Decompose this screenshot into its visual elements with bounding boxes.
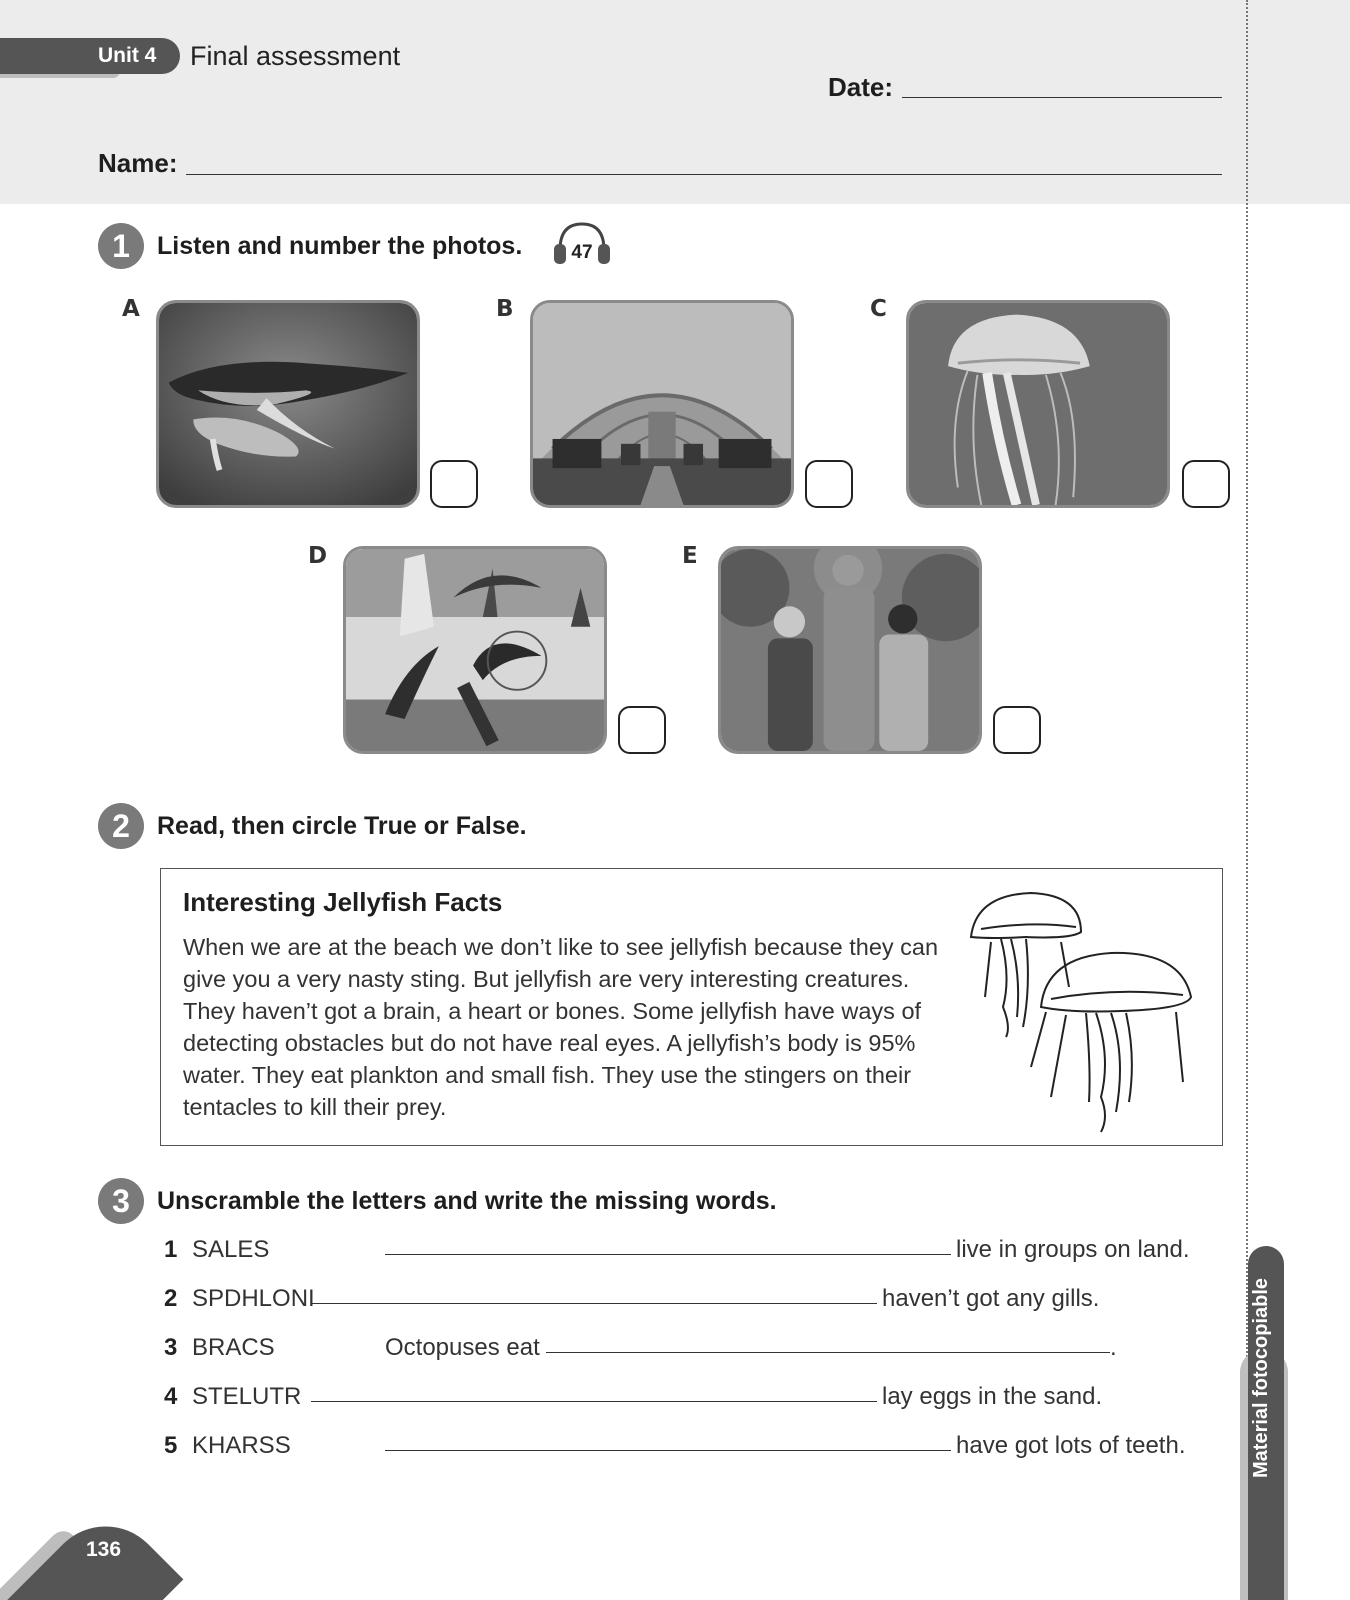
worksheet-title: Final assessment xyxy=(190,41,401,71)
exercise-3-instruction: Unscramble the letters and write the missing words. xyxy=(157,1187,777,1215)
answer-line[interactable] xyxy=(311,1303,877,1304)
question-number: 1 xyxy=(164,1236,178,1263)
scrambled-word: SALES xyxy=(192,1236,270,1263)
false-word: False xyxy=(455,812,520,840)
answer-line[interactable] xyxy=(311,1401,877,1402)
exercise-1-number: 1 xyxy=(98,223,144,269)
exercise-2-number: 2 xyxy=(98,803,144,849)
whale-photo xyxy=(156,300,420,508)
instruction-end: . xyxy=(519,812,527,840)
photo-d-answer-box[interactable] xyxy=(618,706,666,754)
jellyfish-drawing xyxy=(951,887,1211,1137)
question-number: 2 xyxy=(164,1285,178,1312)
side-tab-label: Material fotocopiable xyxy=(1250,1277,1272,1478)
answer-line[interactable] xyxy=(385,1254,951,1255)
name-field[interactable] xyxy=(186,174,1222,175)
exercise-2-instruction xyxy=(157,812,527,841)
sentence-ending: lay eggs in the sand. xyxy=(882,1383,1103,1410)
dolphins-photo xyxy=(343,546,607,754)
photo-b-letter: B xyxy=(496,296,514,322)
scrambled-word: KHARSS xyxy=(192,1432,291,1459)
headphones-icon[interactable] xyxy=(552,220,612,266)
answer-line[interactable] xyxy=(546,1352,1110,1353)
sentence-ending: have got lots of teeth. xyxy=(956,1432,1186,1459)
exercise-3-number: 3 xyxy=(98,1178,144,1224)
sentence-ending: . xyxy=(1110,1334,1117,1361)
date-label: Date: xyxy=(828,72,894,102)
sentence-ending: live in groups on land. xyxy=(956,1236,1190,1263)
photo-e-answer-box[interactable] xyxy=(993,706,1041,754)
photo-e-letter: E xyxy=(682,543,698,569)
reading-title: Interesting Jellyfish Facts xyxy=(183,887,503,917)
question-number: 3 xyxy=(164,1334,178,1361)
true-word: True xyxy=(364,812,417,840)
photo-c-letter: C xyxy=(870,296,887,322)
question-number: 4 xyxy=(164,1383,178,1410)
scrambled-word: STELUTR xyxy=(192,1383,302,1410)
date-field[interactable] xyxy=(902,97,1222,98)
answer-line[interactable] xyxy=(385,1450,951,1451)
jellyfish-photo xyxy=(906,300,1170,508)
reading-text: When we are at the beach we don’t like to see jellyfish because they can give you a very nasty sting. But jellyfish are very interesting creatures. They haven’t got a brain, a heart or bones. Some jellyfish have ways of detecting obstacles but do not have real eyes. A jellyfish’s body is 95% water. They eat plankton and small fish. They use the stingers on their tentacles to kill their prey. xyxy=(183,934,939,1120)
photo-a-answer-box[interactable] xyxy=(430,460,478,508)
photo-d-letter: D xyxy=(308,543,328,569)
sentence-start: Octopuses eat xyxy=(385,1334,540,1361)
unit-label: Unit 4 xyxy=(0,38,180,74)
scrambled-word: BRACS xyxy=(192,1334,275,1361)
sentence-ending: haven’t got any gills. xyxy=(882,1285,1100,1312)
summer-camp-photo xyxy=(718,546,982,754)
photo-c-answer-box[interactable] xyxy=(1182,460,1230,508)
reading-box xyxy=(160,868,1223,1146)
question-number: 5 xyxy=(164,1432,178,1459)
photo-a-letter: A xyxy=(122,296,140,322)
or-word: or xyxy=(416,812,456,840)
photo-b-answer-box[interactable] xyxy=(805,460,853,508)
exercise-1-instruction: Listen and number the photos. xyxy=(157,232,523,260)
scrambled-word: SPDHLONI xyxy=(192,1285,315,1312)
page-number: 136 xyxy=(86,1538,122,1561)
name-label: Name: xyxy=(98,148,178,178)
audio-track-number: 47 xyxy=(571,242,593,263)
instruction-text: Read, then circle xyxy=(157,812,365,840)
underwater-restaurant-photo xyxy=(530,300,794,508)
